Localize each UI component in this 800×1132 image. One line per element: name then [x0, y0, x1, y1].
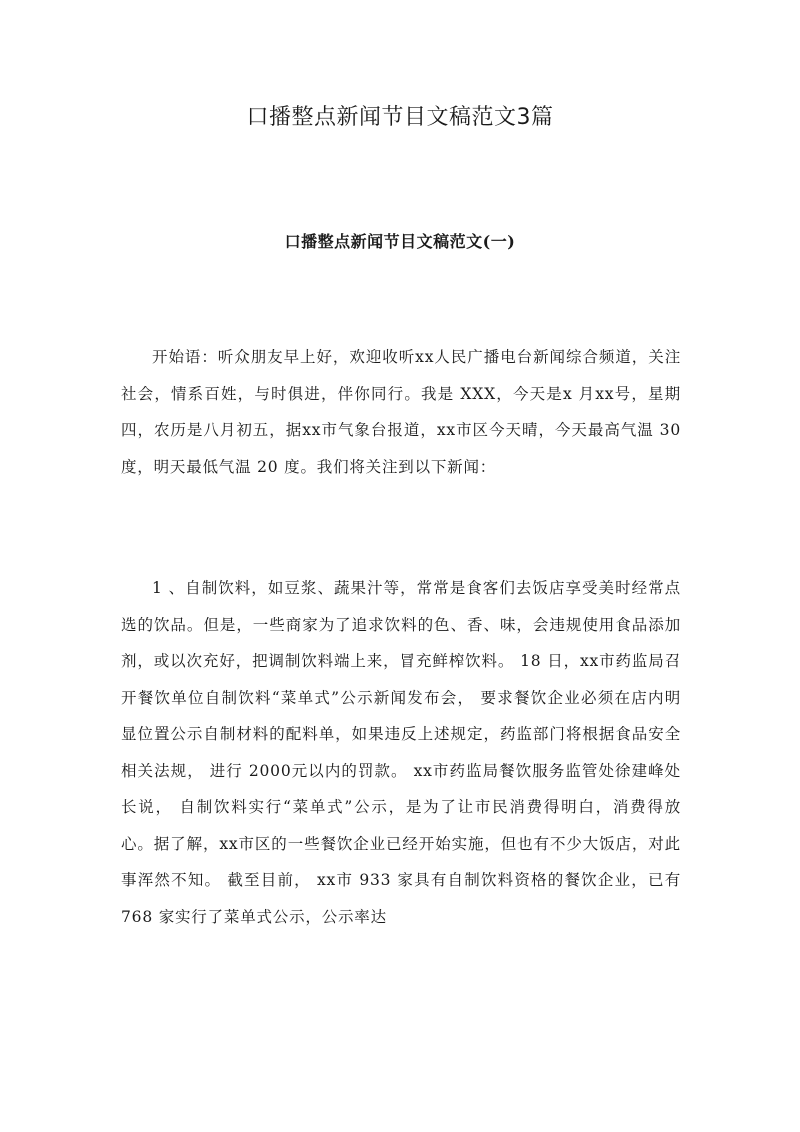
paragraph-opening: 开始语：听众朋友早上好，欢迎收听xx人民广播电台新闻综合频道，关注社会，情系百姓，与时俱进，伴你同行。我是 XXX，今天是x 月xx号，星期四，农历是八月初五，据xx市气象台报道，xx市区今天晴，今天最高气温 30 度，明天最低气温 20 度。我们将关注到以下新闻：	[121, 348, 681, 476]
section-title: 口播整点新闻节目文稿范文(一)	[284, 232, 516, 251]
paragraph-news-item-1: 1 、自制饮料，如豆浆、蔬果汁等，常常是食客们去饭店享受美时经常点选的饮品。但是，一些商家为了追求饮料的色、香、味，会违规使用食品添加剂，或以次充好，把调制饮料端上来，冒充鲜榨饮料。 18 日，xx市药监局召开餐饮单位自制饮料“菜单式”公示新闻发布会， 要求餐饮企业必须在店内明显位置公示自制材料的配料单，如果违反上述规定，药监部门将根据食品安全相关法规， 进行 2000元以内的罚款。 xx市药监局餐饮服务监管处徐建峰处长说， 自制饮料实行“菜单式”公示，是为了让市民消费得明白，消费得放心。据了解，xx市区的一些餐饮企业已经开始实施，但也有不少大饭店，对此事浑然不知。 截至目前， xx市 933 家具有自制饮料资格的餐饮企业，已有 768 家实行了菜单式公示，公示率达	[121, 579, 681, 926]
document-title: 口播整点新闻节目文稿范文3篇	[246, 105, 554, 130]
